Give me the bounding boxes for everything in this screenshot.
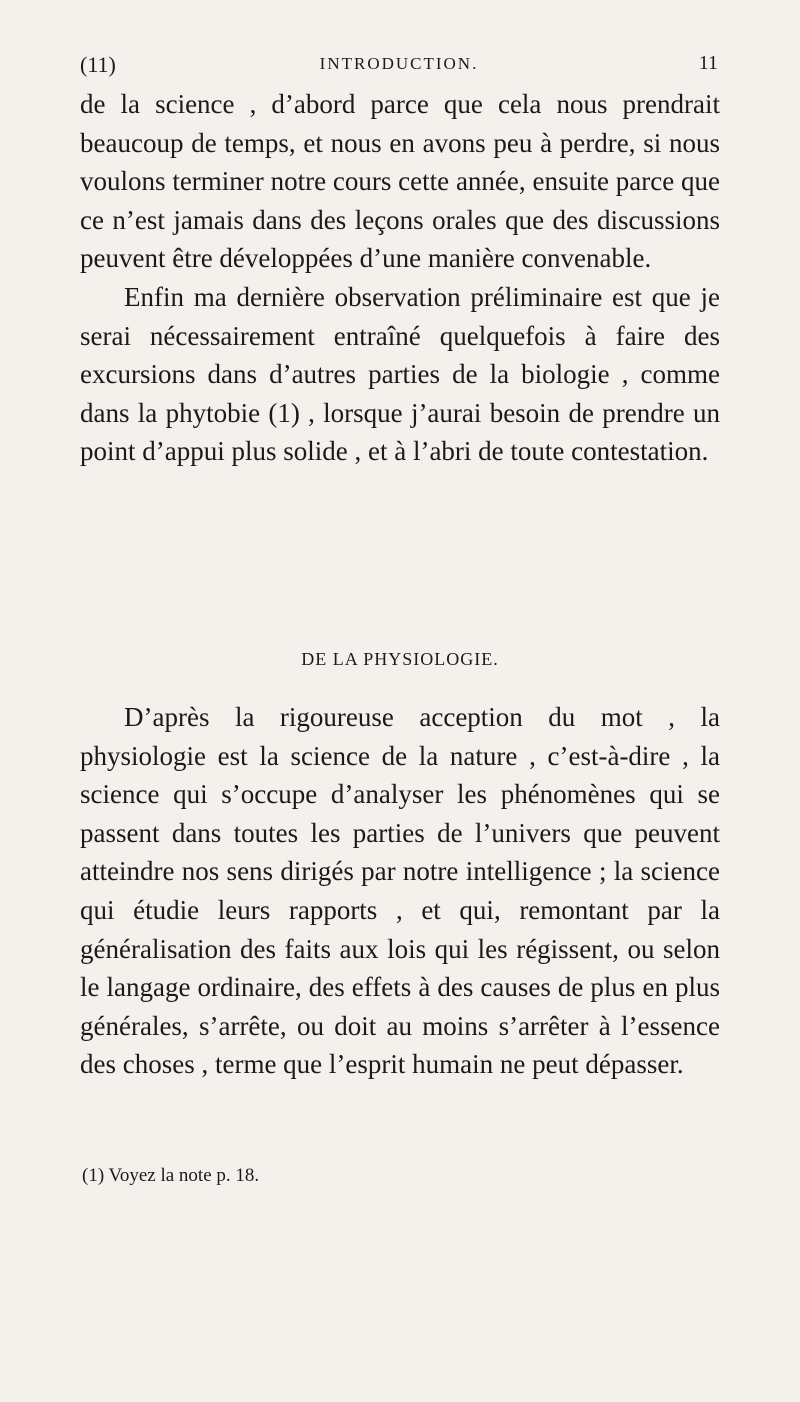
paragraph-2: Enfin ma dernière observation préliminaire est que je serai nécessairement entraîné quelquefois à faire des excursions dans d’autres parties de la biologie , comme dans la phytobie (1) , lorsque j’aurai besoin de prendre un point d’appui plus solide , et à l’abri de toute contestation.	[80, 281, 720, 467]
header-page-ref: (11)	[80, 52, 116, 77]
running-title: INTRODUCTION.	[319, 54, 479, 73]
page-number: 11	[698, 52, 718, 74]
page-header	[80, 52, 718, 82]
footnote: (1) Voyez la note p. 18.	[82, 1165, 260, 1186]
section-heading: DE LA PHYSIOLOGIE.	[301, 649, 499, 669]
intro-text	[80, 85, 720, 471]
section-paragraph: D’après la rigoureuse acception du mot , la physiologie est la science de la nature , c’est-à-dire , la science qui s’occupe d’analyser les phénomènes qui se passent dans toutes les parties de l’univers que peuvent atteindre nos sens dirigés par notre intelligence ; la science qui étudie leurs rapports , et qui, remontant par la généralisation des faits aux lois qui les régissent, ou selon le langage ordinaire, des effets à des causes de plus en plus générales, s’arrête, ou doit au moins s’arrêter à l’essence des choses , terme que l’esprit humain ne peut dépasser.	[80, 702, 720, 1080]
section-text	[80, 698, 720, 1084]
paragraph-1: de la science , d’abord parce que cela nous prendrait beaucoup de temps, et nous en avons peu à perdre, si nous voulons terminer notre cours cette année, ensuite parce que ce n’est jamais dans des leçons orales que des discussions peuvent être développées d’une manière convenable.	[80, 89, 720, 274]
